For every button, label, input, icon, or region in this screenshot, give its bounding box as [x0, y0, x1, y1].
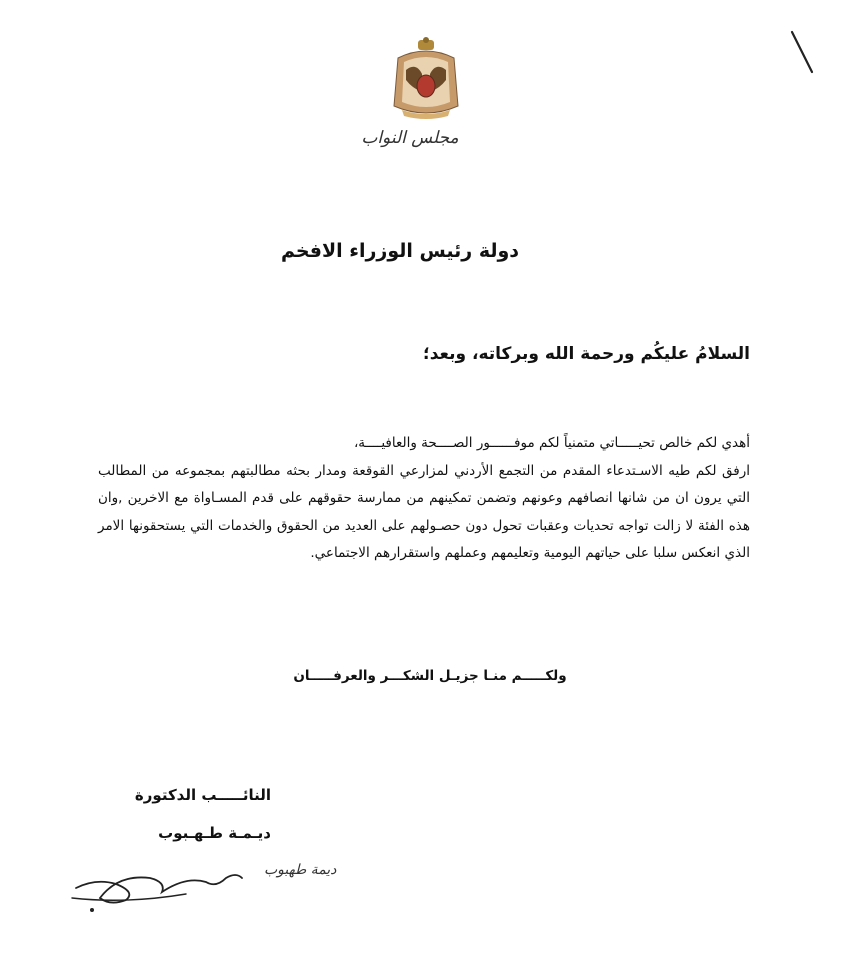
letter-body [98, 430, 750, 568]
body-paragraph: أهدي لكم خالص تحيـــــاتي متمنياً لكم موفــــــور الصــــحة والعافيــــة، [353, 435, 750, 451]
body-paragraph: ارفق لكم طيه الاسـتدعاء المقدم من التجمع الأردني لمزارعي القوقعة ومدار بحثه مطالبتهم بمجموعه من المطالب التي يرون ان من شانها انصافهم وعونهم وتضمن تمكينهم من ممارسة حقوقهم على قدم المسـاواة مع الاخرين ,وان هذه الفئة لا زالت تواجه تحديات وعقبات تحول دون حصـولهم على العديد من الحقوق والخدمات التي يستحقونها الامر الذي انعكس سلبا على حياتهم اليومية وتعليمهم وعملهم واستقرارهم الاجتماعي. [98, 462, 750, 561]
closing-line: ولكـــــم منـا جزيـل الشكـــر والعرفـــــان [293, 668, 567, 684]
coat-of-arms-icon [388, 36, 464, 122]
signatory-name: ديـمـة طـهـبوب [158, 824, 271, 842]
greeting-line: السلامُ عليكُم ورحمة الله وبركاته، وبعد؛ [422, 344, 750, 364]
addressee-heading: دولة رئيس الوزراء الافخم [280, 240, 520, 262]
pen-stroke-mark [788, 28, 818, 76]
signatory-title: النائـــــب الدكتورة [134, 786, 271, 804]
handwritten-signature [66, 848, 337, 918]
organization-script: مجلس النواب [361, 128, 459, 148]
svg-text:ديمة طهبوب: ديمة طهبوب [264, 862, 337, 878]
